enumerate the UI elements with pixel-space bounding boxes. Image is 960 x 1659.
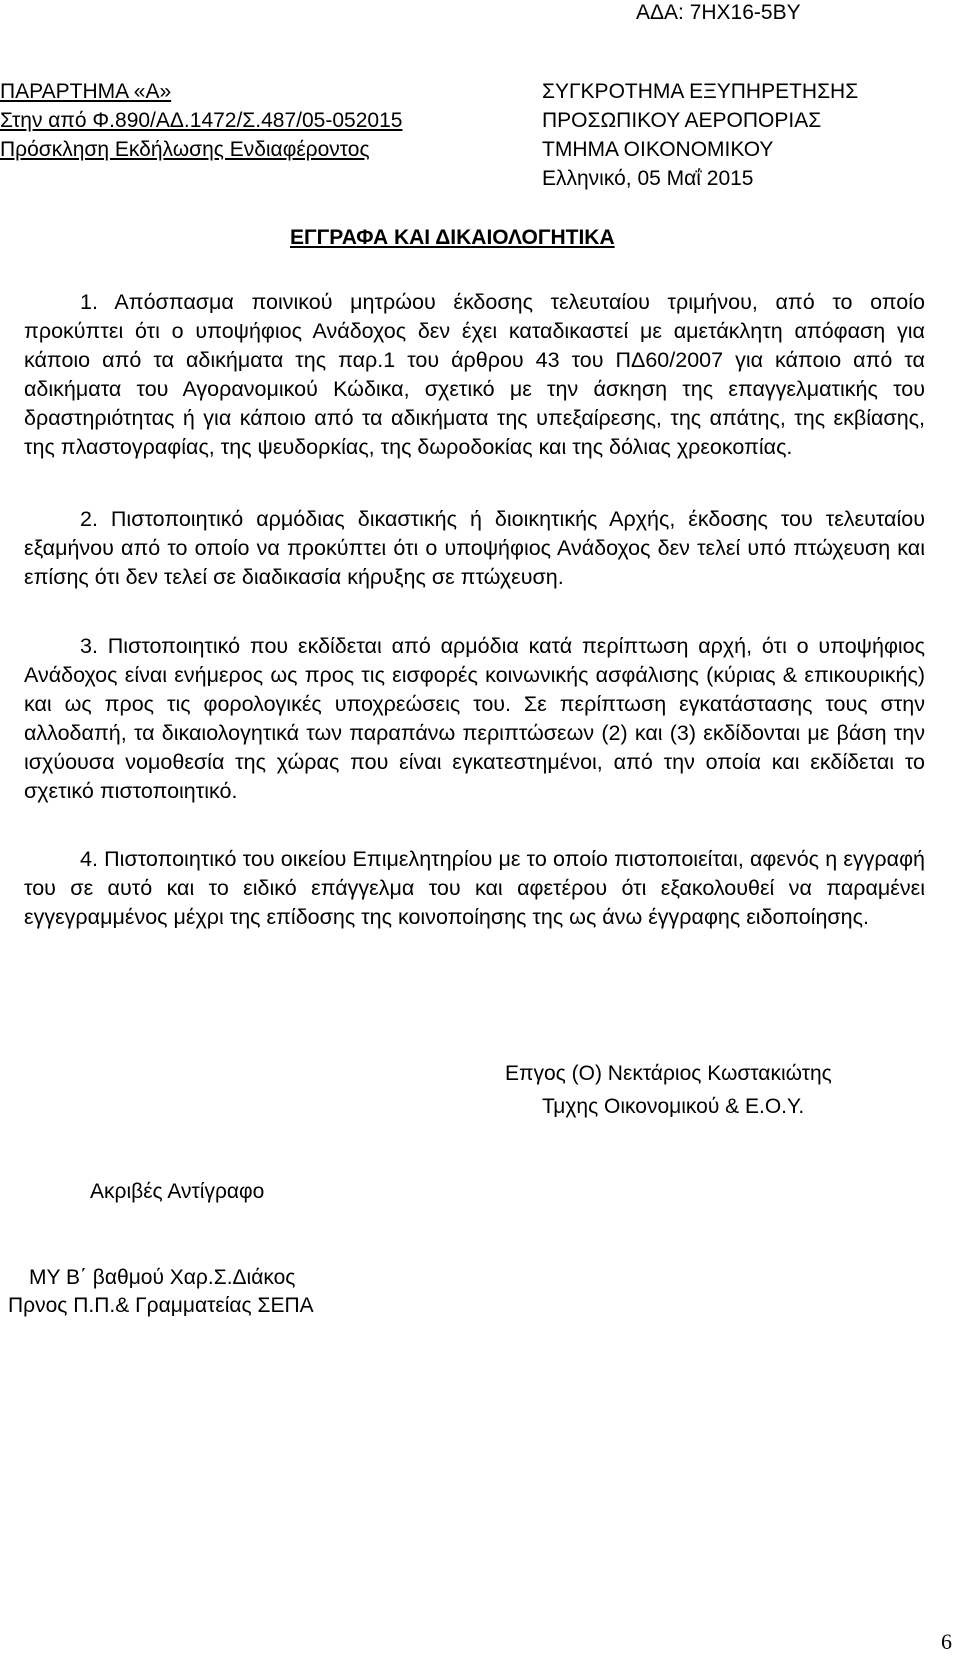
list-item bbox=[24, 845, 925, 932]
org-name-line1: ΣΥΓΚΡΟΤΗΜΑ ΕΞΥΠΗΡΕΤΗΣΗΣ bbox=[542, 80, 859, 103]
item-number: 1. bbox=[80, 290, 98, 314]
item-text: Απόσπασμα ποινικού μητρώου έκδοσης τελευταίου τριμήνου, από το οποίο προκύπτει ότι ο υποψήφιος Ανάδοχος δεν έχει καταδικαστεί με αμετάκλητη απόφαση για κάποιο από τα αδικήματα της παρ.1 του άρθρου 43 του ΠΔ60/2007 για κάποιο από τα αδικήματα του Αγορανομικού Κώδικα, σχετικό με την άσκηση της επαγγελματικής του δραστηριότητας ή για κάποιο από τα αδικήματα της υπεξαίρεσης, της απάτης, της εκβίασης, της πλαστογραφίας, της ψευδορκίας, της δωροδοκίας και της δόλιας χρεοκοπίας. bbox=[24, 290, 925, 459]
annex-reference: Στην από Φ.890/ΑΔ.1472/Σ.487/05-052015 bbox=[0, 109, 403, 132]
place-date: Ελληνικό, 05 Μαΐ 2015 bbox=[542, 167, 754, 190]
annex-title: ΠΑΡΑΡΤΗΜΑ «Α» bbox=[0, 80, 172, 103]
copy-certifier-role: Πρνος Π.Π.& Γραμματείας ΣΕΠΑ bbox=[8, 1294, 314, 1317]
signatory-name: Επγος (Ο) Νεκτάριος Κωστακιώτης bbox=[505, 1062, 832, 1085]
item-number: 3. bbox=[80, 634, 98, 658]
ada-code: ΑΔΑ: 7ΗΧ16-5ΒΥ bbox=[636, 1, 801, 24]
copy-certifier-name: ΜΥ Β΄ βαθμού Χαρ.Σ.Διάκος bbox=[29, 1266, 296, 1289]
certified-copy-label: Ακριβές Αντίγραφο bbox=[90, 1180, 265, 1203]
item-text: Πιστοποιητικό του οικείου Επιμελητηρίου με το οποίο πιστοποιείται, αφενός η εγγραφή του σε αυτό και το ειδικό επάγγελμα του και αφετέρου ότι εξακολουθεί να παραμένει εγγεγραμμένος μέχρι της επίδοσης της κοινοποίησης της ως άνω έγγραφης ειδοποίησης. bbox=[24, 847, 925, 929]
page-number: 6 bbox=[941, 1629, 952, 1654]
signatory-role: Τμχης Οικονομικού & Ε.Ο.Υ. bbox=[542, 1095, 805, 1118]
annex-invitation: Πρόσκληση Εκδήλωσης Ενδιαφέροντος bbox=[0, 138, 370, 161]
item-text: Πιστοποιητικό που εκδίδεται από αρμόδια κατά περίπτωση αρχή, ότι ο υποψήφιος Ανάδοχος είναι ενήμερος ως προς τις εισφορές κοινωνικής ασφάλισης (κύριας & επικουρικής) και ως προς τις φορολογικές υποχρεώσεις του. Σε περίπτωση εγκατάστασης τους στην αλλοδαπή, τα δικαιολογητικά των παραπάνω περιπτώσεων (2) και (3) εκδίδονται με βάση την ισχύουσα νομοθεσία της χώρας που είναι εγκατεστημένοι, από την οποία και εκδίδεται το σχετικό πιστοποιητικό. bbox=[24, 634, 925, 803]
list-item bbox=[24, 505, 925, 592]
org-department: ΤΜΗΜΑ ΟΙΚΟΝΟΜΙΚΟΥ bbox=[542, 138, 774, 161]
org-name-line2: ΠΡΟΣΩΠΙΚΟΥ ΑΕΡΟΠΟΡΙΑΣ bbox=[542, 109, 822, 132]
list-item bbox=[24, 632, 925, 806]
list-item bbox=[24, 288, 925, 462]
item-number: 4. bbox=[80, 847, 98, 871]
item-text: Πιστοποιητικό αρμόδιας δικαστικής ή διοικητικής Αρχής, έκδοσης του τελευταίου εξαμήνου από το οποίο να προκύπτει ότι ο υποψήφιος Ανάδοχος δεν τελεί υπό πτώχευση και επίσης ότι δεν τελεί σε διαδικασία κήρυξης σε πτώχευση. bbox=[24, 507, 925, 589]
document-title: ΕΓΓΡΑΦΑ ΚΑΙ ΔΙΚΑΙΟΛΟΓΗΤΙΚΑ bbox=[290, 226, 615, 249]
item-number: 2. bbox=[80, 507, 98, 531]
